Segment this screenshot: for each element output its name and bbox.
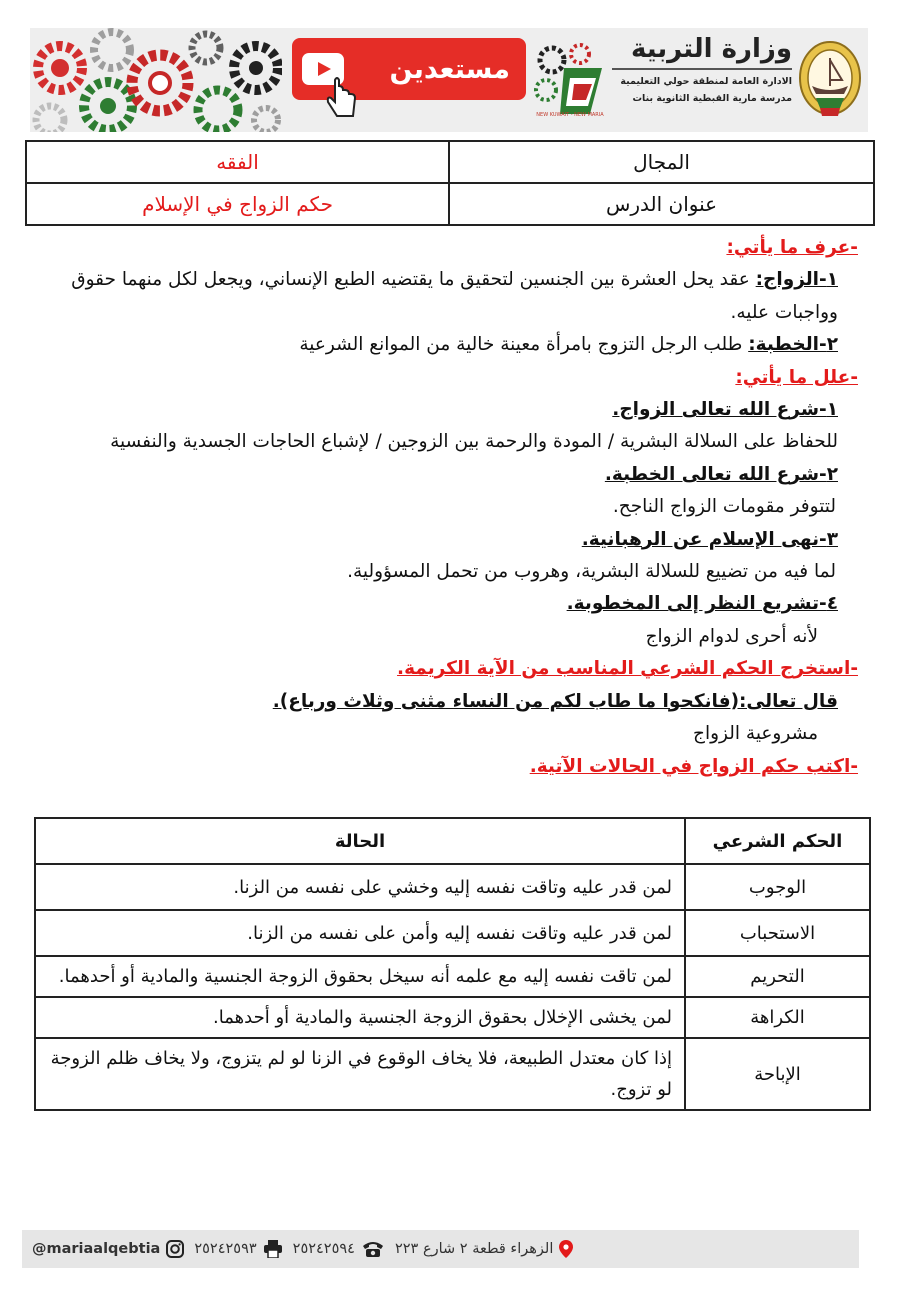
reason-answer: لما فيه من تضييع للسلالة البشرية، وهروب من تحمل المسؤولية.: [347, 561, 836, 583]
school-tagline: NEW KUWAIT - NEW MARIA: [536, 112, 604, 118]
definition-marriage: عقد يحل العشرة بين الجنسين لتحقيق ما يقتضيه الطبع الإنساني، ويجعل لكل منهما حقوق وواجبات عليه.: [71, 269, 838, 323]
footer-fax: [194, 1240, 282, 1258]
case-cell: لمن قدر عليه وتاقت نفسه إليه وأمن على نفسه من الزنا.: [35, 910, 685, 956]
ministry-title: وزارة التربية: [630, 34, 792, 64]
field-label: المجال: [449, 141, 874, 183]
lesson-info-table: [25, 140, 875, 226]
reason-question: ١-شرع الله تعالى الزواج.: [612, 399, 838, 421]
printer-icon: [263, 1240, 283, 1258]
field-value: الفقه: [26, 141, 449, 183]
telephone-icon: [361, 1240, 385, 1258]
verse-heading: -استخرج الحكم الشرعي المناسب من الآية الكريمة.: [397, 658, 858, 680]
footer-address: [395, 1240, 573, 1258]
instagram-handle[interactable]: @mariaalqebtia: [32, 1241, 161, 1257]
define-heading: -عرف ما يأتي:: [726, 237, 858, 258]
kuwait-emblem-icon: [796, 36, 864, 126]
ruling-cell: الاستحباب: [685, 910, 870, 956]
reason-answer: لتتوفر مقومات الزواج الناجح.: [612, 496, 836, 518]
reason-question: ٣-نهى الإسلام عن الرهبانية.: [581, 528, 838, 550]
column-header-ruling: الحكم الشرعي: [685, 818, 870, 864]
directorate-name: الادارة العامة لمنطقة حولي التعليمية: [620, 76, 792, 87]
ruling-cell: الكراهة: [685, 997, 870, 1038]
ruling-cell: الإباحة: [685, 1038, 870, 1110]
lesson-title: حكم الزواج في الإسلام: [26, 183, 449, 225]
gears-decoration: [30, 28, 282, 132]
ministry-block: [612, 32, 792, 107]
header-banner: [30, 28, 868, 132]
channel-label: مستعدين: [389, 53, 510, 85]
table-row: [35, 956, 870, 997]
instagram-icon: [166, 1240, 184, 1258]
table-header-row: [35, 818, 870, 864]
lesson-label: عنوان الدرس: [449, 183, 874, 225]
table-row: [26, 183, 874, 225]
marriage-rulings-table: [34, 817, 871, 1111]
footer-instagram[interactable]: [32, 1240, 184, 1258]
case-cell: لمن يخشى الإخلال بحقوق الزوجة الجنسية والمادية أو أحدهما.: [35, 997, 685, 1038]
fax-number: ٢٥٢٤٢٥٩٣: [194, 1241, 257, 1257]
case-cell: لمن تاقت نفسه إليه مع علمه أنه سيخل بحقوق الزوجة الجنسية والمادية أو أحدهما.: [35, 956, 685, 997]
quran-verse: قال تعالى:(فانكحوا ما طاب لكم من النساء مثنى وثلاث ورباع).: [272, 690, 838, 712]
table-row: [26, 141, 874, 183]
school-name: مدرسة مارية القبطية الثانوية بنات: [632, 93, 792, 104]
hand-cursor-icon: [325, 76, 359, 122]
definition-engagement: طلب الرجل التزوج بامرأة معينة خالية من الموانع الشرعية: [299, 334, 749, 356]
address-text: الزهراء قطعة ٢ شارع ٢٢٣: [394, 1241, 554, 1257]
ruling-cell: الوجوب: [685, 864, 870, 910]
worksheet-content: [40, 232, 858, 783]
phone-number: ٢٥٢٤٢٥٩٤: [292, 1241, 355, 1257]
contact-footer: [22, 1230, 859, 1268]
ruling-cell: التحريم: [685, 956, 870, 997]
term-marriage: ١-الزواج:: [755, 269, 838, 291]
reason-question: ٢-شرع الله تعالى الخطبة.: [604, 463, 838, 485]
reason-question: ٤-تشريع النظر إلى المخطوبة.: [566, 593, 838, 615]
rulings-heading: -اكتب حكم الزواج في الحالات الآتية.: [529, 755, 858, 777]
school-logo-icon: [530, 38, 610, 122]
footer-phone: [293, 1240, 385, 1258]
ministry-divider: [612, 68, 792, 70]
reason-answer: لأنه أحرى لدوام الزواج: [645, 625, 818, 647]
column-header-case: الحالة: [35, 818, 685, 864]
table-row: [35, 864, 870, 910]
reason-answer: للحفاظ على السلالة البشرية / المودة والرحمة بين الزوجين / لإشباع الحاجات الجسدية والنفسية: [110, 431, 838, 453]
term-engagement: ٢-الخطبة:: [748, 334, 838, 356]
explain-heading: -علل ما يأتي:: [735, 366, 858, 388]
location-pin-icon: [559, 1240, 573, 1258]
verse-answer: مشروعية الزواج: [693, 723, 818, 745]
table-row: [35, 1038, 870, 1110]
case-cell: لمن قدر عليه وتاقت نفسه إليه وخشي على نفسه من الزنا.: [35, 864, 685, 910]
case-cell: إذا كان معتدل الطبيعة، فلا يخاف الوقوع في الزنا لو لم يتزوج، ولا يخاف ظلم الزوجة لو تزوج.: [35, 1038, 685, 1110]
table-row: [35, 997, 870, 1038]
table-row: [35, 910, 870, 956]
